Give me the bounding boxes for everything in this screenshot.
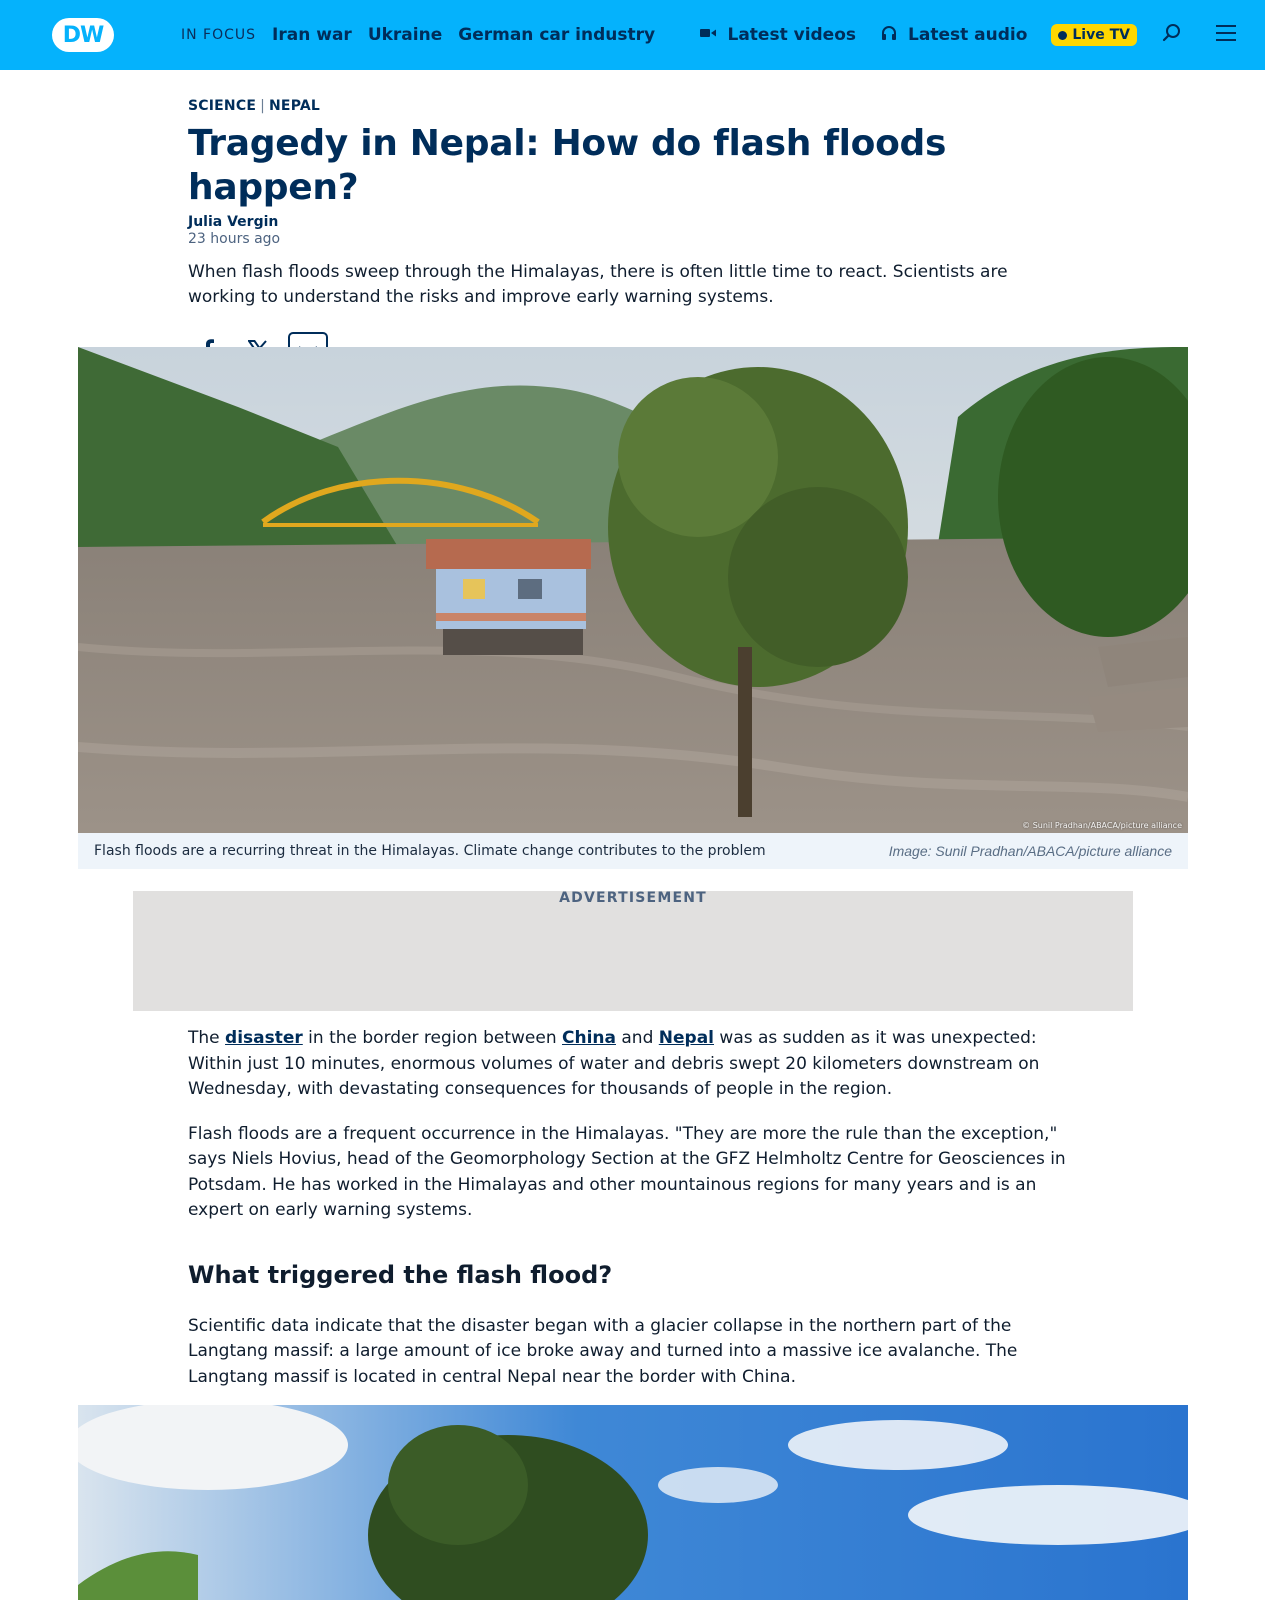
site-header: [0, 0, 1265, 70]
hamburger-menu-icon: [1215, 23, 1237, 47]
p1-text-a: The: [188, 1028, 226, 1048]
hero-image-credit: Image: Sunil Pradhan/ABACA/picture alliance: [888, 843, 1172, 859]
p1-text-d: was as sudden as it was unexpected: Within just 10 minutes, enormous volumes of water and debris swept 20 kilometers downstream on Wednesday, with devastating consequences for thousands of people in the region.: [188, 1028, 1040, 1099]
live-tv-label: Live TV: [1072, 27, 1130, 43]
author-link[interactable]: Julia Vergin: [188, 214, 279, 230]
focus-link-iran-war[interactable]: Iran war: [272, 25, 352, 45]
publish-time: 23 hours ago: [188, 231, 281, 247]
logo-text: DW: [62, 22, 104, 48]
link-china[interactable]: China: [562, 1028, 616, 1048]
latest-audio-link[interactable]: [880, 24, 1027, 47]
kicker-nepal-link[interactable]: NEPAL: [269, 98, 321, 114]
hero-caption: Flash floods are a recurring threat in the Himalayas. Climate change contributes to the problem: [94, 843, 766, 859]
body-paragraph-1: [188, 1026, 1078, 1103]
video-camera-icon: [699, 24, 717, 47]
link-nepal[interactable]: Nepal: [658, 1028, 715, 1048]
body-paragraph-2: Flash floods are a frequent occurrence in the Himalayas. "They are more the rule than the exception," says Niels Hovius, head of the Geomorphology Section at the GFZ Helmholtz Centre for Geosciences in Potsdam. He has worked in the Himalayas and other mountainous regions for many years and is an expert on early warning systems.: [188, 1123, 1066, 1220]
kicker: [188, 98, 1088, 114]
hero-flood-photo: [78, 347, 1188, 833]
sky-tree-illustration: [78, 1405, 1188, 1600]
live-tv-button[interactable]: [1051, 24, 1137, 46]
header-actions: [699, 0, 1239, 70]
live-dot-icon: [1058, 31, 1067, 40]
flood-illustration: [78, 347, 1188, 833]
link-disaster[interactable]: disaster: [225, 1028, 303, 1048]
hero-figure: [78, 347, 1188, 869]
hero-caption-bar: [78, 833, 1188, 869]
second-article-photo: [78, 1405, 1188, 1600]
focus-link-german-car-industry[interactable]: German car industry: [458, 25, 656, 45]
latest-videos-link[interactable]: [699, 24, 856, 47]
kicker-science-link[interactable]: SCIENCE: [188, 98, 257, 114]
body-paragraph-3: Scientific data indicate that the disaster began with a glacier collapse in the northern part of the Langtang massif: a large amount of ice broke away and turned into a massive ice avalanche. The Langtang massif is located in central Nepal near the border with China.: [188, 1315, 1018, 1387]
menu-button[interactable]: [1213, 22, 1239, 48]
latest-videos-label: Latest videos: [727, 25, 857, 45]
headphones-icon: [880, 24, 898, 47]
in-focus-label: IN FOCUS: [181, 27, 257, 43]
advertisement-slot[interactable]: [133, 891, 1133, 1011]
article-headline: Tragedy in Nepal: How do flash floods happen?: [188, 123, 947, 208]
in-focus-nav: [181, 0, 655, 70]
latest-audio-label: Latest audio: [908, 25, 1028, 45]
dw-logo[interactable]: [52, 18, 114, 52]
article-body: [188, 1026, 1078, 1409]
article-header: [188, 98, 1088, 372]
search-icon: [1162, 23, 1182, 47]
article-teaser: When flash floods sweep through the Himalayas, there is often little time to react. Scientists are working to understand the risks and improve early warning systems.: [188, 262, 1008, 307]
kicker-separator: |: [260, 98, 266, 114]
advertisement-label: ADVERTISEMENT: [559, 890, 707, 906]
p1-text-b: in the border region between: [302, 1028, 562, 1048]
p1-text-c: and: [615, 1028, 659, 1048]
search-button[interactable]: [1159, 22, 1185, 48]
section-heading: What triggered the flash flood?: [188, 1260, 613, 1289]
photo-overlay-credit: © Sunil Pradhan/ABACA/picture alliance: [1022, 821, 1182, 830]
focus-link-ukraine[interactable]: Ukraine: [367, 25, 443, 45]
